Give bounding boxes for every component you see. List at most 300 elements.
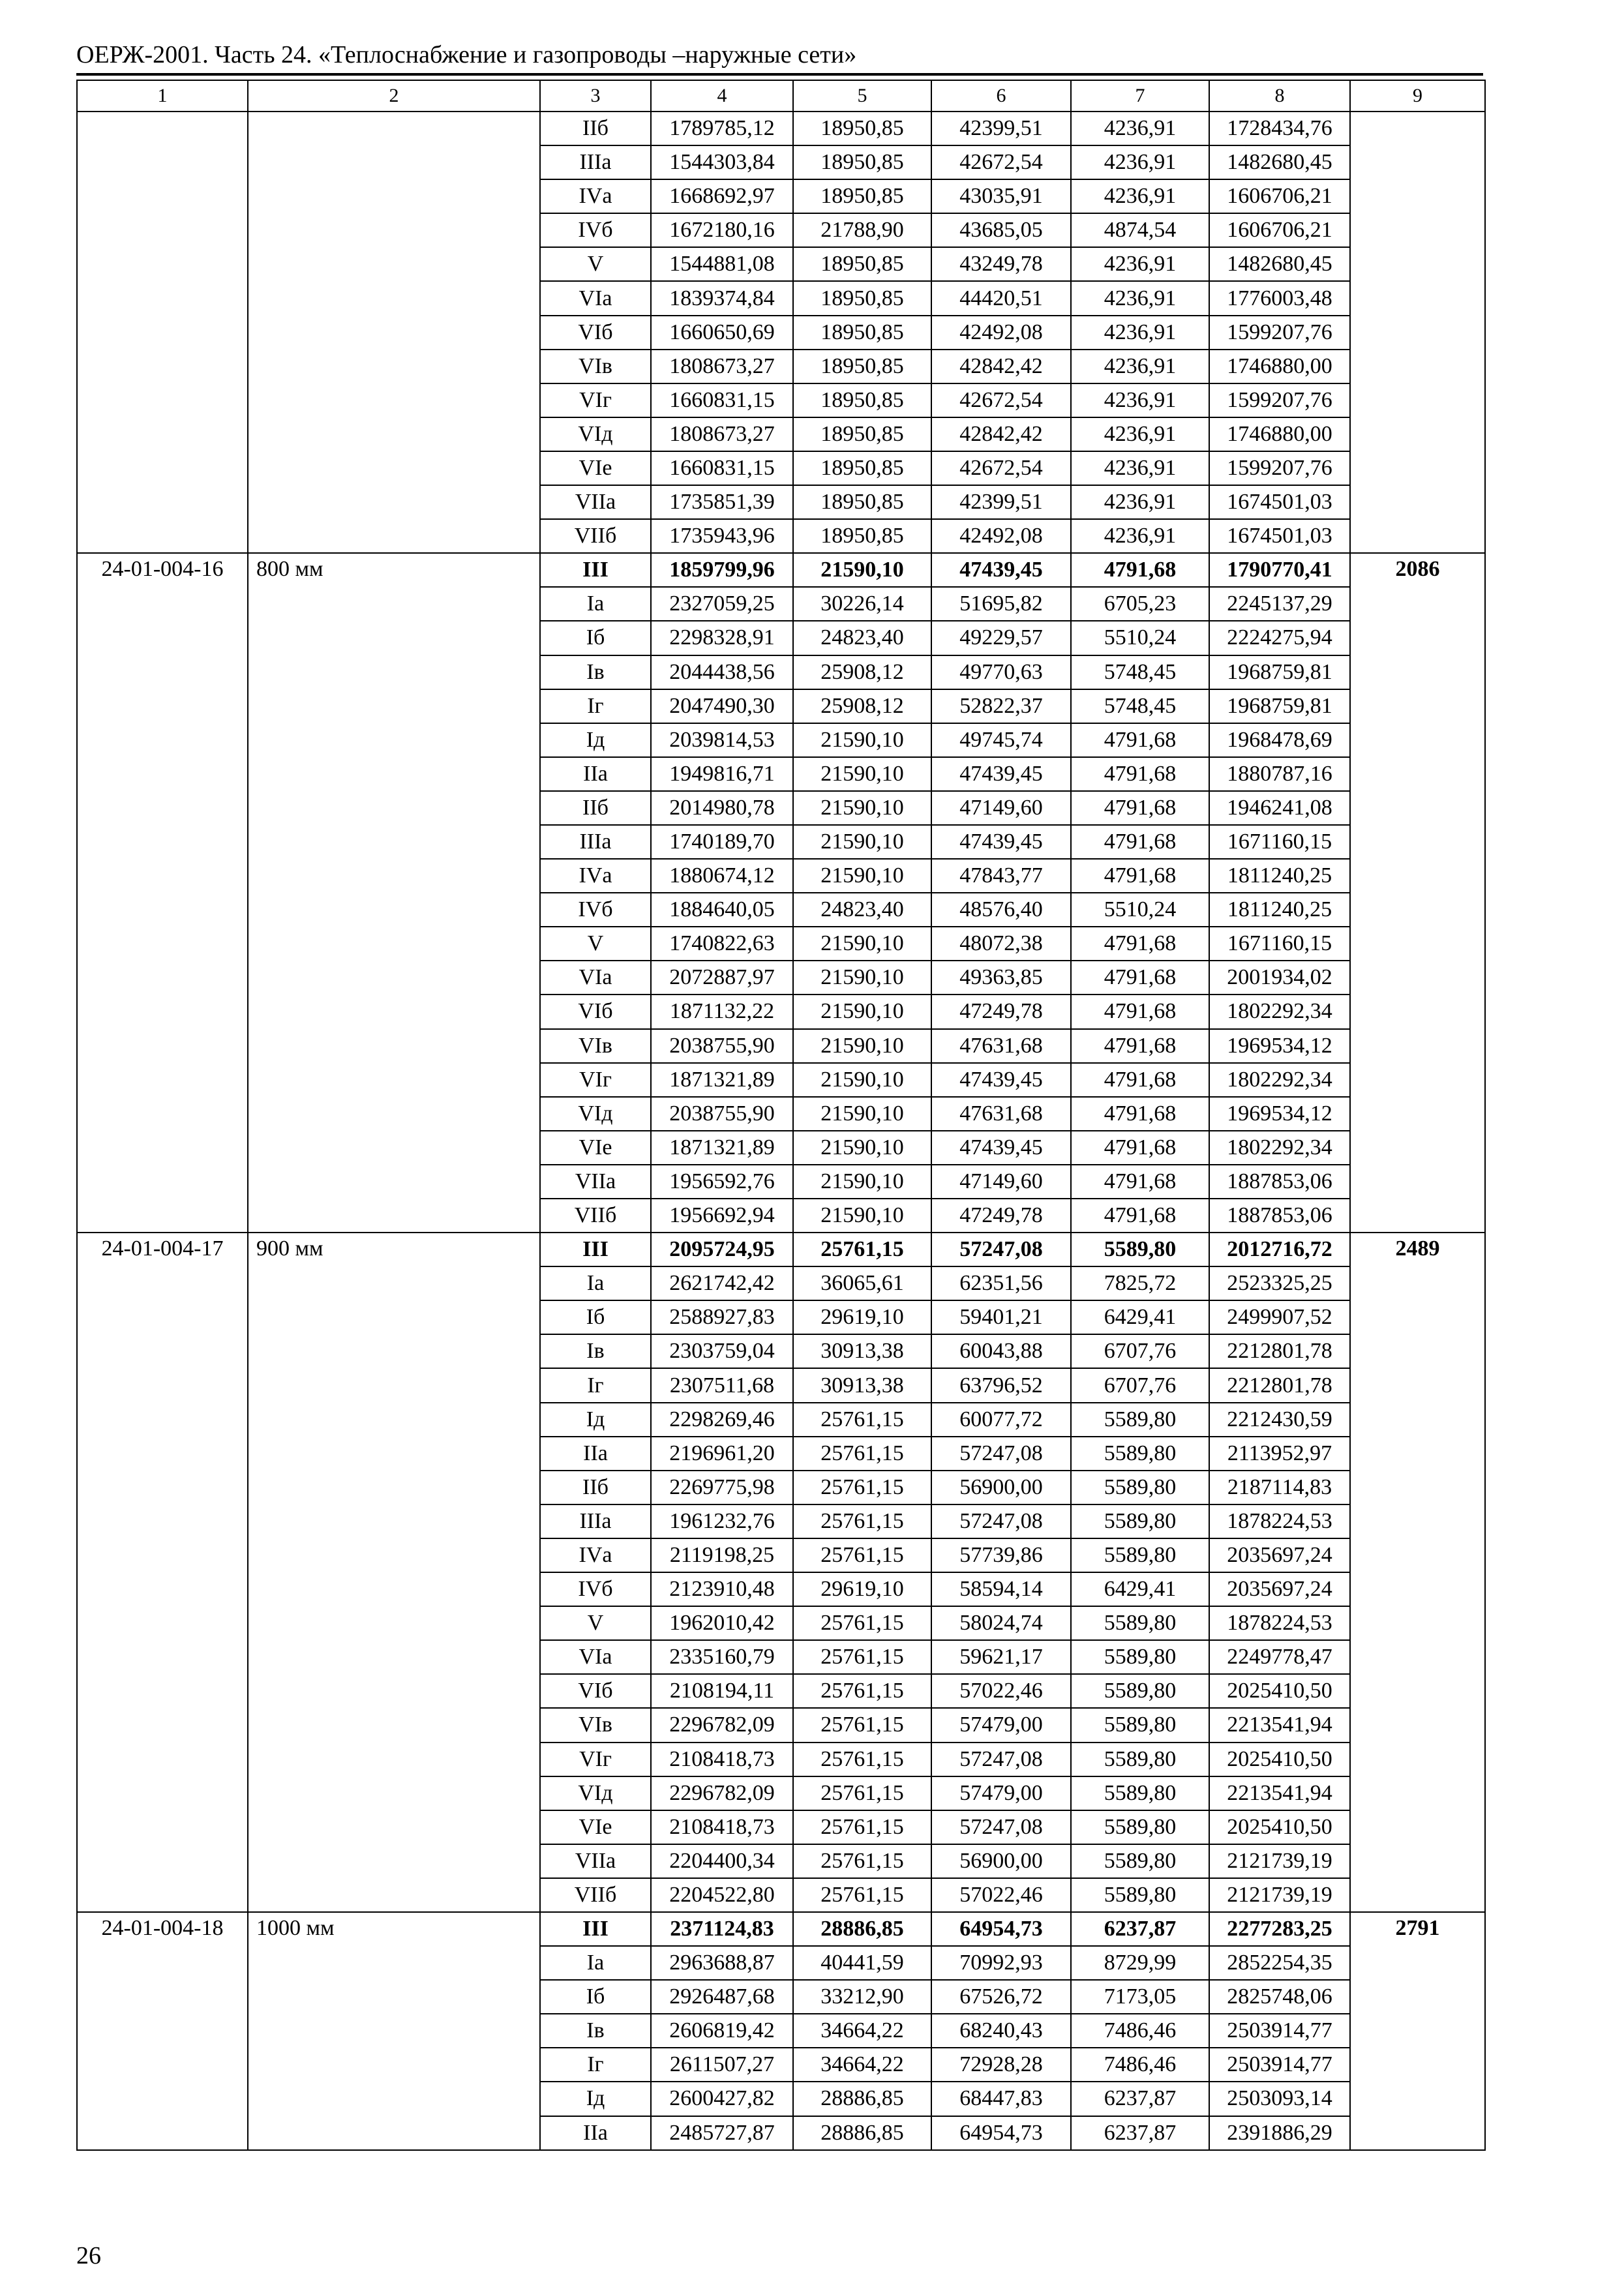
machine-cost-cell: 47843,77 [931, 859, 1071, 893]
machinist-wages-cell: 6707,76 [1071, 1368, 1209, 1402]
machinist-wages-cell: 7825,72 [1071, 1266, 1209, 1300]
zone-cell: VIб [540, 316, 651, 350]
labor-wages-cell: 18950,85 [793, 316, 931, 350]
total-cost-cell: 1884640,05 [651, 893, 793, 927]
machine-cost-cell: 60043,88 [931, 1334, 1071, 1368]
machinist-wages-cell: 4791,68 [1071, 791, 1209, 825]
total-cost-cell: 1808673,27 [651, 350, 793, 383]
machine-cost-cell: 49745,74 [931, 723, 1071, 757]
machinist-wages-cell: 4236,91 [1071, 112, 1209, 145]
labor-wages-cell: 25761,15 [793, 1776, 931, 1810]
total-cost-cell: 2303759,04 [651, 1334, 793, 1368]
machinist-wages-cell: 5589,80 [1071, 1538, 1209, 1572]
machinist-wages-cell: 5748,45 [1071, 689, 1209, 723]
machinist-wages-cell: 8729,99 [1071, 1946, 1209, 1980]
machinist-wages-cell: 5589,80 [1071, 1640, 1209, 1674]
machinist-wages-cell: 4236,91 [1071, 247, 1209, 281]
machine-cost-cell: 57247,08 [931, 1810, 1071, 1844]
zone-cell: V [540, 1606, 651, 1640]
materials-cost-cell: 2012716,72 [1209, 1233, 1350, 1266]
machine-cost-cell: 70992,93 [931, 1946, 1071, 1980]
machine-cost-cell: 58594,14 [931, 1572, 1071, 1606]
total-cost-cell: 1961232,76 [651, 1504, 793, 1538]
machinist-wages-cell: 4791,68 [1071, 757, 1209, 791]
total-cost-cell: 2371124,83 [651, 1912, 793, 1946]
labor-wages-cell: 21590,10 [793, 995, 931, 1028]
machine-cost-cell: 47249,78 [931, 995, 1071, 1028]
machinist-wages-cell: 6237,87 [1071, 1912, 1209, 1946]
zone-cell: VIд [540, 1776, 651, 1810]
total-cost-cell: 1660650,69 [651, 316, 793, 350]
total-cost-cell: 1740189,70 [651, 825, 793, 859]
total-cost-cell: 2335160,79 [651, 1640, 793, 1674]
total-cost-cell: 2298269,46 [651, 1403, 793, 1437]
labor-wages-cell: 18950,85 [793, 145, 931, 179]
labor-wages-cell: 34664,22 [793, 2048, 931, 2082]
total-cost-cell: 2269775,98 [651, 1471, 793, 1504]
machinist-wages-cell: 4236,91 [1071, 316, 1209, 350]
zone-cell: Iб [540, 1980, 651, 2014]
zone-cell: IIIа [540, 1504, 651, 1538]
column-header: 1 [77, 80, 248, 112]
total-cost-cell: 1672180,16 [651, 213, 793, 247]
machine-cost-cell: 48576,40 [931, 893, 1071, 927]
materials-cost-cell: 2503914,77 [1209, 2014, 1350, 2048]
materials-cost-cell: 2245137,29 [1209, 587, 1350, 621]
machinist-wages-cell: 7486,46 [1071, 2048, 1209, 2082]
zone-cell: VIа [540, 281, 651, 315]
total-cost-cell: 2038755,90 [651, 1029, 793, 1063]
machine-cost-cell: 57247,08 [931, 1504, 1071, 1538]
zone-cell: VIв [540, 350, 651, 383]
labor-wages-cell: 34664,22 [793, 2014, 931, 2048]
header-rule [76, 73, 1483, 76]
machinist-wages-cell: 4236,91 [1071, 179, 1209, 213]
materials-cost-cell: 2852254,35 [1209, 1946, 1350, 1980]
labor-wages-cell: 25761,15 [793, 1606, 931, 1640]
column-header: 4 [651, 80, 793, 112]
materials-cost-cell: 1946241,08 [1209, 791, 1350, 825]
zone-cell: V [540, 247, 651, 281]
column-header: 5 [793, 80, 931, 112]
machinist-wages-cell: 5589,80 [1071, 1743, 1209, 1776]
machine-cost-cell: 43249,78 [931, 247, 1071, 281]
zone-cell: Iб [540, 1300, 651, 1334]
labor-wages-cell: 21590,10 [793, 1199, 931, 1233]
labor-wages-cell: 21590,10 [793, 961, 931, 995]
labor-hours-cell [1350, 112, 1485, 553]
column-header: 2 [248, 80, 540, 112]
machinist-wages-cell: 4791,68 [1071, 1097, 1209, 1131]
materials-cost-cell: 1606706,21 [1209, 213, 1350, 247]
total-cost-cell: 2123910,48 [651, 1572, 793, 1606]
machinist-wages-cell: 5589,80 [1071, 1776, 1209, 1810]
zone-cell: VIIб [540, 1878, 651, 1912]
machinist-wages-cell: 6705,23 [1071, 587, 1209, 621]
zone-cell: Iг [540, 689, 651, 723]
labor-wages-cell: 25908,12 [793, 689, 931, 723]
machine-cost-cell: 47631,68 [931, 1097, 1071, 1131]
machinist-wages-cell: 6237,87 [1071, 2116, 1209, 2150]
machinist-wages-cell: 4236,91 [1071, 145, 1209, 179]
total-cost-cell: 1808673,27 [651, 417, 793, 451]
labor-wages-cell: 21590,10 [793, 825, 931, 859]
labor-wages-cell: 21590,10 [793, 1165, 931, 1199]
zone-cell: VIд [540, 417, 651, 451]
machinist-wages-cell: 4236,91 [1071, 417, 1209, 451]
machine-cost-cell: 47631,68 [931, 1029, 1071, 1063]
machine-cost-cell: 47439,45 [931, 757, 1071, 791]
zone-cell: IIб [540, 112, 651, 145]
labor-wages-cell: 25761,15 [793, 1233, 931, 1266]
labor-wages-cell: 21788,90 [793, 213, 931, 247]
total-cost-cell: 2038755,90 [651, 1097, 793, 1131]
materials-cost-cell: 1599207,76 [1209, 383, 1350, 417]
machinist-wages-cell: 5589,80 [1071, 1437, 1209, 1471]
total-cost-cell: 2296782,09 [651, 1776, 793, 1810]
materials-cost-cell: 1674501,03 [1209, 485, 1350, 519]
machine-cost-cell: 48072,38 [931, 927, 1071, 961]
machinist-wages-cell: 5510,24 [1071, 621, 1209, 655]
machinist-wages-cell: 4791,68 [1071, 1063, 1209, 1097]
zone-cell: Iв [540, 655, 651, 689]
materials-cost-cell: 2025410,50 [1209, 1674, 1350, 1708]
materials-cost-cell: 1811240,25 [1209, 893, 1350, 927]
total-cost-cell: 1735851,39 [651, 485, 793, 519]
zone-cell: VIIа [540, 1165, 651, 1199]
rate-code-cell: 24-01-004-18 [77, 1912, 248, 2150]
machine-cost-cell: 42399,51 [931, 485, 1071, 519]
zone-cell: IIIа [540, 145, 651, 179]
machine-cost-cell: 43685,05 [931, 213, 1071, 247]
materials-cost-cell: 2212801,78 [1209, 1368, 1350, 1402]
total-cost-cell: 1871132,22 [651, 995, 793, 1028]
machinist-wages-cell: 4791,68 [1071, 1029, 1209, 1063]
materials-cost-cell: 1746880,00 [1209, 350, 1350, 383]
total-cost-cell: 2108418,73 [651, 1810, 793, 1844]
labor-wages-cell: 21590,10 [793, 1131, 931, 1165]
machinist-wages-cell: 4791,68 [1071, 859, 1209, 893]
rate-code-cell [77, 112, 248, 553]
total-cost-cell: 1660831,15 [651, 383, 793, 417]
zone-cell: VIе [540, 1810, 651, 1844]
labor-wages-cell: 28886,85 [793, 1912, 931, 1946]
zone-cell: Iб [540, 621, 651, 655]
total-cost-cell: 2296782,09 [651, 1708, 793, 1742]
machinist-wages-cell: 4236,91 [1071, 451, 1209, 485]
machine-cost-cell: 43035,91 [931, 179, 1071, 213]
total-cost-cell: 2963688,87 [651, 1946, 793, 1980]
zone-cell: VIа [540, 961, 651, 995]
materials-cost-cell: 2503093,14 [1209, 2082, 1350, 2116]
materials-cost-cell: 2213541,94 [1209, 1776, 1350, 1810]
materials-cost-cell: 2212430,59 [1209, 1403, 1350, 1437]
zone-cell: IIа [540, 757, 651, 791]
zone-cell: VIе [540, 451, 651, 485]
materials-cost-cell: 2121739,19 [1209, 1844, 1350, 1878]
machinist-wages-cell: 4791,68 [1071, 723, 1209, 757]
machinist-wages-cell: 5589,80 [1071, 1844, 1209, 1878]
machine-cost-cell: 52822,37 [931, 689, 1071, 723]
materials-cost-cell: 2001934,02 [1209, 961, 1350, 995]
total-cost-cell: 2611507,27 [651, 2048, 793, 2082]
machine-cost-cell: 59401,21 [931, 1300, 1071, 1334]
table-row [77, 112, 1485, 145]
materials-cost-cell: 1968759,81 [1209, 689, 1350, 723]
rate-code-cell: 24-01-004-17 [77, 1233, 248, 1912]
labor-wages-cell: 25761,15 [793, 1674, 931, 1708]
labor-wages-cell: 30226,14 [793, 587, 931, 621]
zone-cell: VIIа [540, 1844, 651, 1878]
machine-cost-cell: 59621,17 [931, 1640, 1071, 1674]
zone-cell: IIб [540, 791, 651, 825]
column-number-row [77, 80, 1485, 112]
machine-cost-cell: 47149,60 [931, 1165, 1071, 1199]
materials-cost-cell: 2503914,77 [1209, 2048, 1350, 2082]
machinist-wages-cell: 4791,68 [1071, 1165, 1209, 1199]
labor-wages-cell: 18950,85 [793, 112, 931, 145]
machinist-wages-cell: 4236,91 [1071, 519, 1209, 553]
machinist-wages-cell: 5589,80 [1071, 1606, 1209, 1640]
zone-cell: Iа [540, 1266, 651, 1300]
machine-cost-cell: 42492,08 [931, 316, 1071, 350]
materials-cost-cell: 1880787,16 [1209, 757, 1350, 791]
column-header: 3 [540, 80, 651, 112]
materials-cost-cell: 2025410,50 [1209, 1810, 1350, 1844]
table-body [77, 112, 1485, 2150]
labor-wages-cell: 36065,61 [793, 1266, 931, 1300]
labor-wages-cell: 25761,15 [793, 1471, 931, 1504]
materials-cost-cell: 1599207,76 [1209, 451, 1350, 485]
materials-cost-cell: 2523325,25 [1209, 1266, 1350, 1300]
labor-wages-cell: 18950,85 [793, 451, 931, 485]
total-cost-cell: 1660831,15 [651, 451, 793, 485]
materials-cost-cell: 2391886,29 [1209, 2116, 1350, 2150]
zone-cell: VIв [540, 1708, 651, 1742]
machine-cost-cell: 64954,73 [931, 2116, 1071, 2150]
machine-cost-cell: 68447,83 [931, 2082, 1071, 2116]
zone-cell: VIд [540, 1097, 651, 1131]
total-cost-cell: 1544881,08 [651, 247, 793, 281]
materials-cost-cell: 2121739,19 [1209, 1878, 1350, 1912]
zone-cell: VIб [540, 995, 651, 1028]
materials-cost-cell: 1790770,41 [1209, 553, 1350, 587]
materials-cost-cell: 2499907,52 [1209, 1300, 1350, 1334]
total-cost-cell: 2204400,34 [651, 1844, 793, 1878]
zone-cell: Iг [540, 2048, 651, 2082]
zone-cell: IVб [540, 1572, 651, 1606]
machinist-wages-cell: 5510,24 [1071, 893, 1209, 927]
zone-cell: III [540, 553, 651, 587]
labor-wages-cell: 25761,15 [793, 1878, 931, 1912]
total-cost-cell: 1949816,71 [651, 757, 793, 791]
page-number: 26 [76, 2242, 101, 2269]
zone-cell: VIе [540, 1131, 651, 1165]
machine-cost-cell: 57247,08 [931, 1233, 1071, 1266]
materials-cost-cell: 1671160,15 [1209, 927, 1350, 961]
zone-cell: VIIб [540, 1199, 651, 1233]
total-cost-cell: 2108418,73 [651, 1743, 793, 1776]
total-cost-cell: 1735943,96 [651, 519, 793, 553]
total-cost-cell: 2044438,56 [651, 655, 793, 689]
machinist-wages-cell: 5589,80 [1071, 1504, 1209, 1538]
machinist-wages-cell: 6237,87 [1071, 2082, 1209, 2116]
labor-wages-cell: 18950,85 [793, 383, 931, 417]
materials-cost-cell: 1878224,53 [1209, 1606, 1350, 1640]
total-cost-cell: 2926487,68 [651, 1980, 793, 2014]
machine-cost-cell: 49229,57 [931, 621, 1071, 655]
total-cost-cell: 2600427,82 [651, 2082, 793, 2116]
machinist-wages-cell: 7173,05 [1071, 1980, 1209, 2014]
zone-cell: Iд [540, 1403, 651, 1437]
machine-cost-cell: 57479,00 [931, 1776, 1071, 1810]
labor-wages-cell: 21590,10 [793, 723, 931, 757]
labor-wages-cell: 30913,38 [793, 1334, 931, 1368]
machine-cost-cell: 57739,86 [931, 1538, 1071, 1572]
rate-code-cell: 24-01-004-16 [77, 553, 248, 1233]
total-cost-cell: 1544303,84 [651, 145, 793, 179]
machinist-wages-cell: 4791,68 [1071, 553, 1209, 587]
zone-cell: VIг [540, 383, 651, 417]
machine-cost-cell: 49363,85 [931, 961, 1071, 995]
machine-cost-cell: 49770,63 [931, 655, 1071, 689]
zone-cell: VIIб [540, 519, 651, 553]
materials-cost-cell: 1482680,45 [1209, 145, 1350, 179]
materials-cost-cell: 1811240,25 [1209, 859, 1350, 893]
table-row [77, 553, 1485, 587]
pipe-diameter-cell: 1000 мм [248, 1912, 540, 2150]
labor-hours-cell: 2489 [1350, 1233, 1485, 1912]
machine-cost-cell: 42672,54 [931, 145, 1071, 179]
total-cost-cell: 2588927,83 [651, 1300, 793, 1334]
materials-cost-cell: 2035697,24 [1209, 1572, 1350, 1606]
machine-cost-cell: 62351,56 [931, 1266, 1071, 1300]
zone-cell: III [540, 1912, 651, 1946]
zone-cell: Iд [540, 723, 651, 757]
materials-cost-cell: 1728434,76 [1209, 112, 1350, 145]
labor-wages-cell: 25761,15 [793, 1844, 931, 1878]
machine-cost-cell: 42842,42 [931, 350, 1071, 383]
total-cost-cell: 1871321,89 [651, 1063, 793, 1097]
zone-cell: VIб [540, 1674, 651, 1708]
labor-wages-cell: 25761,15 [793, 1403, 931, 1437]
zone-cell: Iд [540, 2082, 651, 2116]
labor-wages-cell: 18950,85 [793, 417, 931, 451]
machinist-wages-cell: 4791,68 [1071, 1199, 1209, 1233]
machine-cost-cell: 57247,08 [931, 1437, 1071, 1471]
machine-cost-cell: 57479,00 [931, 1708, 1071, 1742]
machinist-wages-cell: 5589,80 [1071, 1233, 1209, 1266]
machinist-wages-cell: 5589,80 [1071, 1674, 1209, 1708]
machinist-wages-cell: 5589,80 [1071, 1708, 1209, 1742]
zone-cell: IIа [540, 2116, 651, 2150]
machine-cost-cell: 64954,73 [931, 1912, 1071, 1946]
machine-cost-cell: 44420,51 [931, 281, 1071, 315]
machine-cost-cell: 67526,72 [931, 1980, 1071, 2014]
total-cost-cell: 2307511,68 [651, 1368, 793, 1402]
materials-cost-cell: 2213541,94 [1209, 1708, 1350, 1742]
materials-cost-cell: 2035697,24 [1209, 1538, 1350, 1572]
materials-cost-cell: 1802292,34 [1209, 995, 1350, 1028]
labor-wages-cell: 18950,85 [793, 179, 931, 213]
machinist-wages-cell: 5748,45 [1071, 655, 1209, 689]
materials-cost-cell: 1887853,06 [1209, 1199, 1350, 1233]
materials-cost-cell: 2277283,25 [1209, 1912, 1350, 1946]
machine-cost-cell: 72928,28 [931, 2048, 1071, 2082]
materials-cost-cell: 1969534,12 [1209, 1097, 1350, 1131]
zone-cell: IVб [540, 213, 651, 247]
zone-cell: VIа [540, 1640, 651, 1674]
total-cost-cell: 1871321,89 [651, 1131, 793, 1165]
total-cost-cell: 1839374,84 [651, 281, 793, 315]
labor-wages-cell: 18950,85 [793, 281, 931, 315]
materials-cost-cell: 1671160,15 [1209, 825, 1350, 859]
zone-cell: VIг [540, 1063, 651, 1097]
materials-cost-cell: 1674501,03 [1209, 519, 1350, 553]
machinist-wages-cell: 4791,68 [1071, 927, 1209, 961]
total-cost-cell: 2119198,25 [651, 1538, 793, 1572]
total-cost-cell: 2606819,42 [651, 2014, 793, 2048]
labor-wages-cell: 25761,15 [793, 1504, 931, 1538]
zone-cell: III [540, 1233, 651, 1266]
labor-hours-cell: 2086 [1350, 553, 1485, 1233]
machinist-wages-cell: 5589,80 [1071, 1471, 1209, 1504]
machine-cost-cell: 42492,08 [931, 519, 1071, 553]
materials-cost-cell: 2825748,06 [1209, 1980, 1350, 2014]
pipe-diameter-cell [248, 112, 540, 553]
machine-cost-cell: 60077,72 [931, 1403, 1071, 1437]
materials-cost-cell: 1878224,53 [1209, 1504, 1350, 1538]
materials-cost-cell: 2025410,50 [1209, 1743, 1350, 1776]
machinist-wages-cell: 5589,80 [1071, 1878, 1209, 1912]
total-cost-cell: 2039814,53 [651, 723, 793, 757]
total-cost-cell: 1956592,76 [651, 1165, 793, 1199]
labor-wages-cell: 33212,90 [793, 1980, 931, 2014]
machine-cost-cell: 47439,45 [931, 1063, 1071, 1097]
zone-cell: VIIа [540, 485, 651, 519]
page-header-title: ОЕРЖ-2001. Часть 24. «Теплоснабжение и газопроводы –наружные сети» [76, 41, 857, 68]
labor-wages-cell: 25761,15 [793, 1708, 931, 1742]
column-header: 6 [931, 80, 1071, 112]
materials-cost-cell: 2187114,83 [1209, 1471, 1350, 1504]
zone-cell: Iа [540, 587, 651, 621]
machine-cost-cell: 56900,00 [931, 1471, 1071, 1504]
total-cost-cell: 1740822,63 [651, 927, 793, 961]
total-cost-cell: 2298328,91 [651, 621, 793, 655]
labor-wages-cell: 24823,40 [793, 621, 931, 655]
labor-wages-cell: 18950,85 [793, 485, 931, 519]
machine-cost-cell: 42399,51 [931, 112, 1071, 145]
machine-cost-cell: 57022,46 [931, 1674, 1071, 1708]
machinist-wages-cell: 5589,80 [1071, 1810, 1209, 1844]
machinist-wages-cell: 4791,68 [1071, 995, 1209, 1028]
labor-wages-cell: 24823,40 [793, 893, 931, 927]
machine-cost-cell: 42842,42 [931, 417, 1071, 451]
total-cost-cell: 2072887,97 [651, 961, 793, 995]
labor-wages-cell: 21590,10 [793, 1029, 931, 1063]
materials-cost-cell: 1887853,06 [1209, 1165, 1350, 1199]
machinist-wages-cell: 4236,91 [1071, 383, 1209, 417]
zone-cell: IIIа [540, 825, 651, 859]
machine-cost-cell: 68240,43 [931, 2014, 1071, 2048]
machine-cost-cell: 63796,52 [931, 1368, 1071, 1402]
zone-cell: VIг [540, 1743, 651, 1776]
total-cost-cell: 2327059,25 [651, 587, 793, 621]
machine-cost-cell: 42672,54 [931, 451, 1071, 485]
machinist-wages-cell: 4874,54 [1071, 213, 1209, 247]
total-cost-cell: 1956692,94 [651, 1199, 793, 1233]
labor-wages-cell: 25761,15 [793, 1437, 931, 1471]
